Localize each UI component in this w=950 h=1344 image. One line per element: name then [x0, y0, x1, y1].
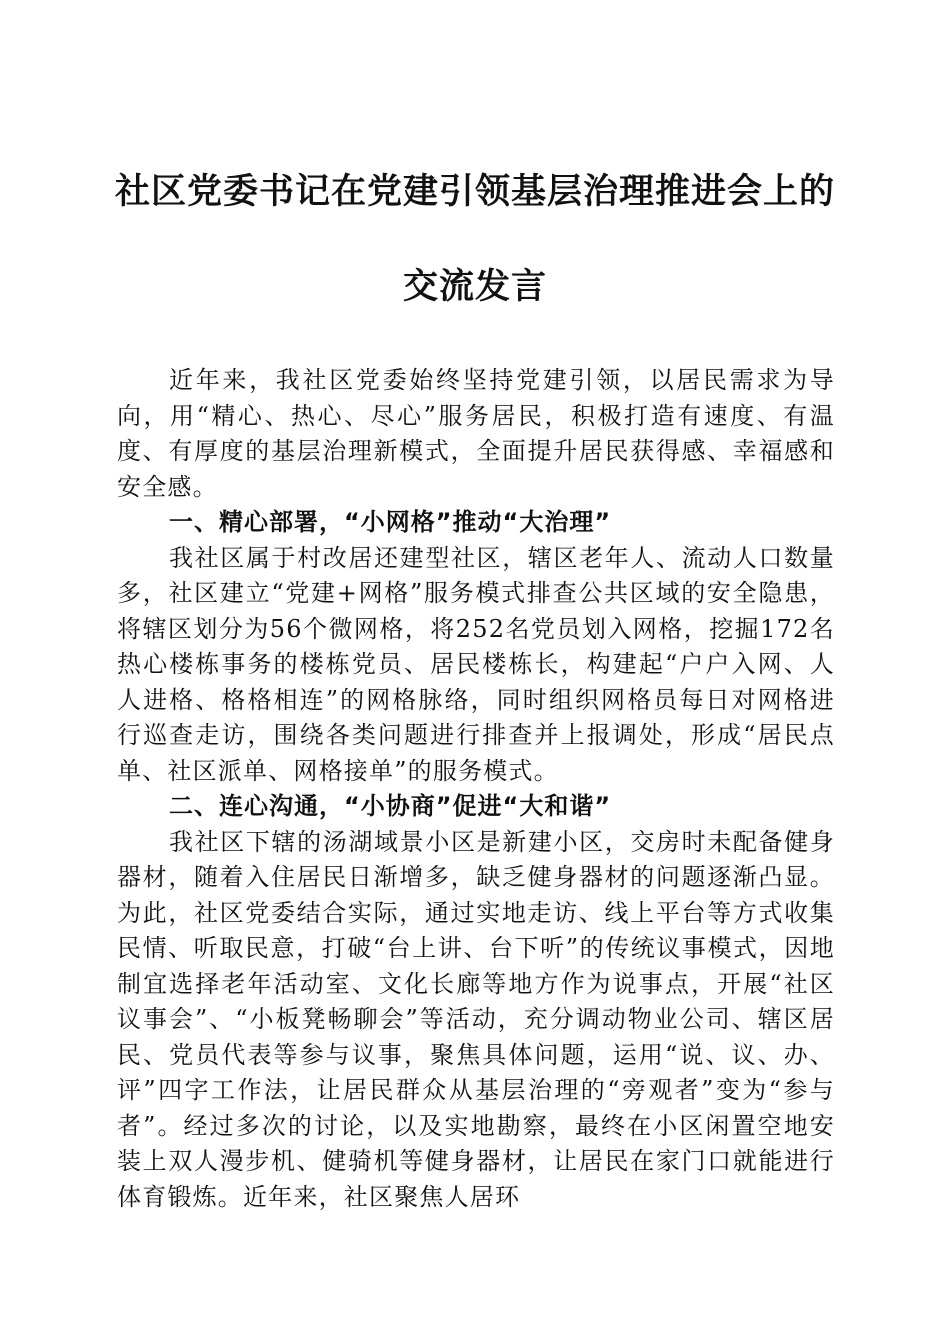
- section-1-paragraph: 我社区属于村改居还建型社区，辖区老年人、流动人口数量多，社区建立“党建+网格”服务模式排查公共区域的安全隐患，将辖区划分为56个微网格，将252名党员划入网格，挖掘172名热心楼栋事务的楼栋党员、居民楼栋长，构建起“户户入网、人人进格、格格相连”的网格脉络，同时组织网格员每日对网格进行巡查走访，围绕各类问题进行排查并上报调处，形成“居民点单、社区派单、网格接单”的服务模式。: [117, 543, 835, 785]
- section-2-heading: 二、连心沟通，“小协商”促进“大和谐”: [169, 792, 612, 820]
- section-2-paragraph: 我社区下辖的汤湖域景小区是新建小区，交房时未配备健身器材，随着入住居民日渐增多，缺乏健身器材的问题逐渐凸显。为此，社区党委结合实际，通过实地走访、线上平台等方式收集民情、听取民意，打破“台上讲、台下听”的传统议事模式，因地制宜选择老年活动室、文化长廊等地方作为说事点，开展“社区议事会”、“小板凳畅聊会”等活动，充分调动物业公司、辖区居民、党员代表等参与议事，聚焦具体问题，运用“说、议、办、评”四字工作法，让居民群众从基层治理的“旁观者”变为“参与者”。经过多次的讨论，以及实地勘察，最终在小区闲置空地安装上双人漫步机、健骑机等健身器材，让居民在家门口就能进行体育锻炼。近年来，社区聚焦人居环: [117, 827, 835, 1211]
- document-title-line-2: 交流发言: [402, 266, 547, 307]
- intro-paragraph: 近年来，我社区党委始终坚持党建引领，以居民需求为导向，用“精心、热心、尽心”服务居民，积极打造有速度、有温度、有厚度的基层治理新模式，全面提升居民获得感、幸福感和安全感。: [117, 366, 835, 501]
- document-body: [117, 363, 835, 1215]
- document-title-line-1: 社区党委书记在党建引领基层治理推进会上的: [114, 171, 835, 212]
- section-1-heading: 一、精心部署，“小网格”推动“大治理”: [169, 508, 612, 536]
